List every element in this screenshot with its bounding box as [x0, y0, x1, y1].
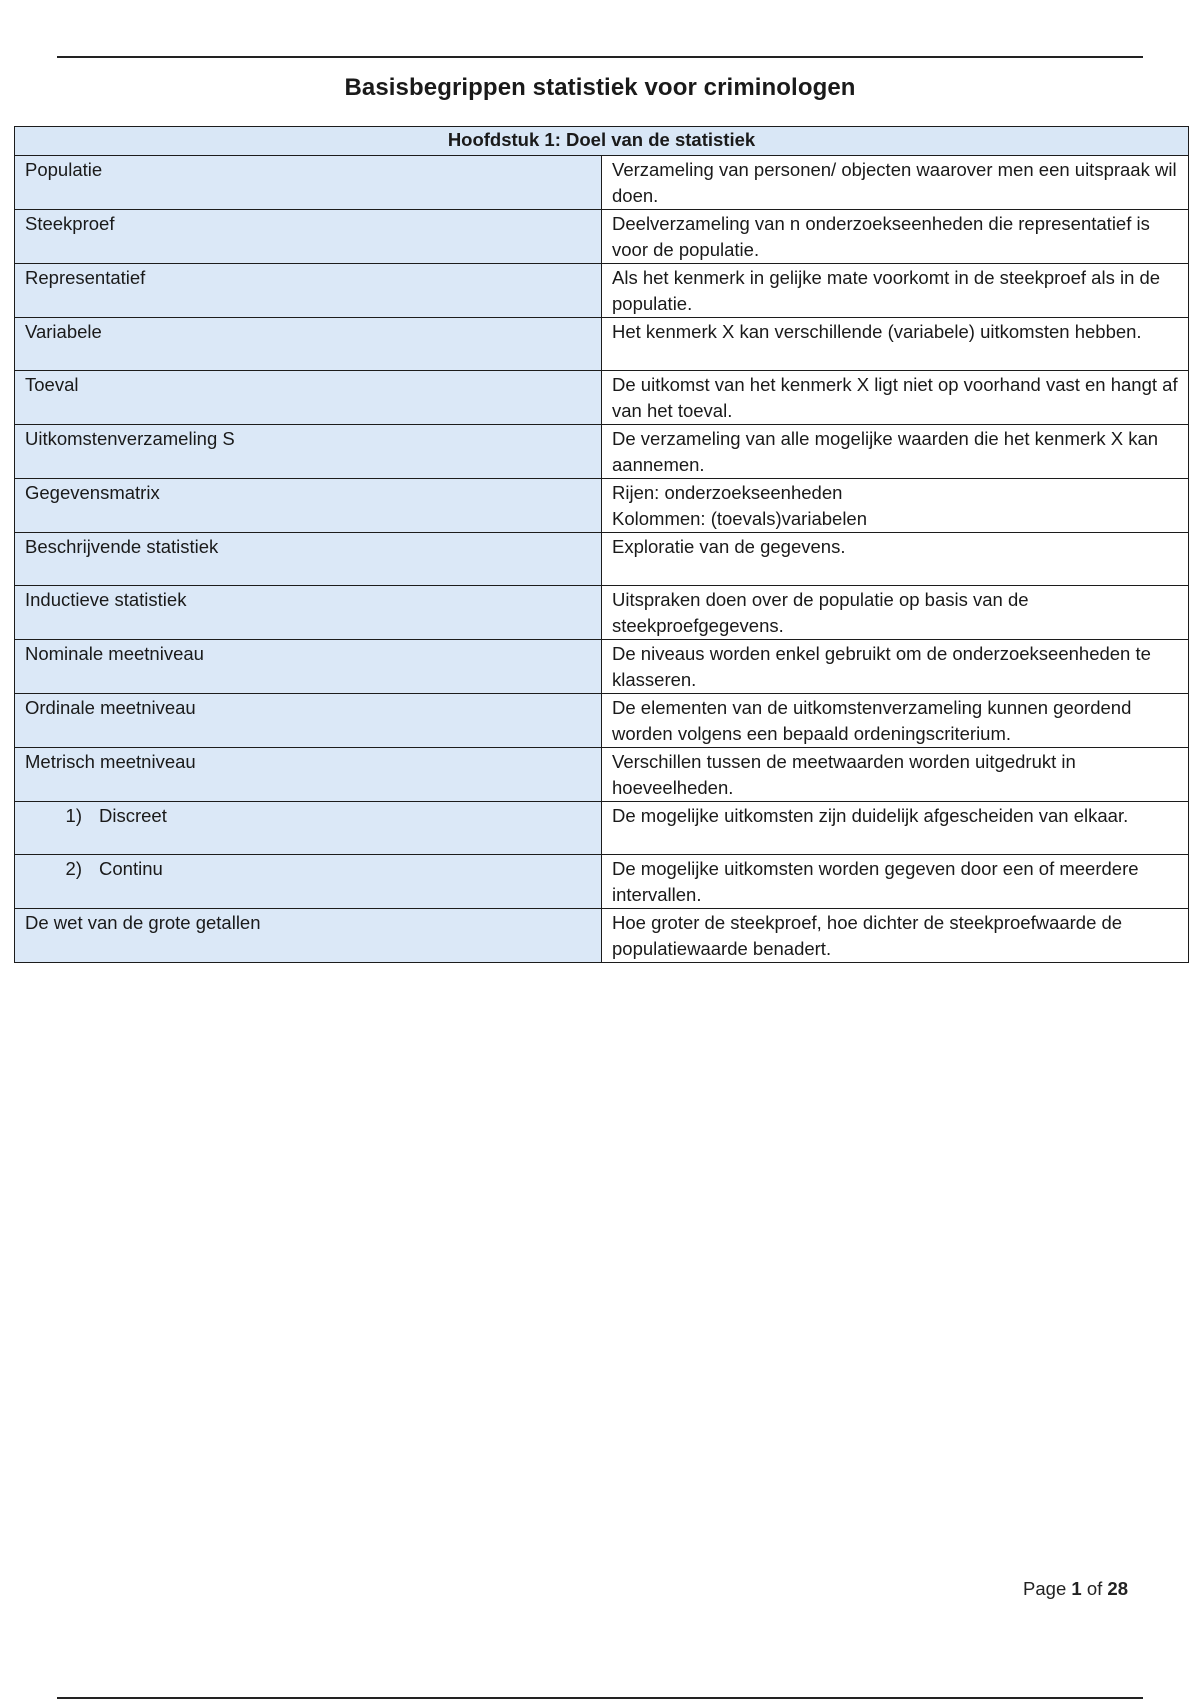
- definition-cell: De verzameling van alle mogelijke waarden die het kenmerk X kan aannemen.: [602, 425, 1189, 479]
- table-row: [15, 802, 1189, 855]
- table-row: [15, 855, 1189, 909]
- chapter-row: [15, 127, 1189, 156]
- definition-cell: De uitkomst van het kenmerk X ligt niet op voorhand vast en hangt af van het toeval.: [602, 371, 1189, 425]
- current-page: 1: [1071, 1578, 1082, 1599]
- table-row: [15, 748, 1189, 802]
- definition-cell: De elementen van de uitkomstenverzameling kunnen geordend worden volgens een bepaald ordeningscriterium.: [602, 694, 1189, 748]
- table-row: [15, 909, 1189, 963]
- page-prefix: Page: [1023, 1578, 1067, 1599]
- term-cell: Steekproef: [15, 210, 602, 264]
- table-row: [15, 694, 1189, 748]
- term-cell: Populatie: [15, 156, 602, 210]
- term-cell: [15, 802, 602, 855]
- term-cell: Toeval: [15, 371, 602, 425]
- term-cell: Gegevensmatrix: [15, 479, 602, 533]
- page-number: [1023, 1578, 1128, 1600]
- table-row: [15, 318, 1189, 371]
- document-title: Basisbegrippen statistiek voor criminologen: [344, 74, 856, 101]
- term-cell: Variabele: [15, 318, 602, 371]
- table-row: [15, 210, 1189, 264]
- term-cell: Beschrijvende statistiek: [15, 533, 602, 586]
- list-number: 1): [65, 805, 82, 826]
- top-rule: [57, 56, 1143, 58]
- table-row: [15, 371, 1189, 425]
- glossary-table: [14, 126, 1189, 963]
- table-row: [15, 479, 1189, 533]
- definition-cell: De mogelijke uitkomsten zijn duidelijk afgescheiden van elkaar.: [602, 802, 1189, 855]
- chapter-heading: Hoofdstuk 1: Doel van de statistiek: [15, 127, 1189, 156]
- definition-cell: [602, 479, 1189, 533]
- definition-cell: Deelverzameling van n onderzoekseenheden die representatief is voor de populatie.: [602, 210, 1189, 264]
- term-cell: De wet van de grote getallen: [15, 909, 602, 963]
- term-cell: Metrisch meetniveau: [15, 748, 602, 802]
- bottom-rule: [57, 1697, 1143, 1699]
- definition-cell: Uitspraken doen over de populatie op basis van de steekproefgegevens.: [602, 586, 1189, 640]
- term-cell: Representatief: [15, 264, 602, 318]
- term-cell: [15, 855, 602, 909]
- definition-cell: Exploratie van de gegevens.: [602, 533, 1189, 586]
- table-row: [15, 264, 1189, 318]
- definition-cell: Als het kenmerk in gelijke mate voorkomt in de steekproef als in de populatie.: [602, 264, 1189, 318]
- definition-line: Rijen: onderzoekseenheden: [612, 482, 843, 503]
- table-row: [15, 425, 1189, 479]
- term-cell: Uitkomstenverzameling S: [15, 425, 602, 479]
- definition-cell: Verschillen tussen de meetwaarden worden uitgedrukt in hoeveelheden.: [602, 748, 1189, 802]
- definition-cell: De mogelijke uitkomsten worden gegeven door een of meerdere intervallen.: [602, 855, 1189, 909]
- table-row: [15, 533, 1189, 586]
- definition-line: Kolommen: (toevals)variabelen: [612, 508, 868, 529]
- term-label: Continu: [99, 858, 163, 879]
- definition-cell: Hoe groter de steekproef, hoe dichter de steekproefwaarde de populatiewaarde benadert.: [602, 909, 1189, 963]
- table-row: [15, 640, 1189, 694]
- term-cell: Inductieve statistiek: [15, 586, 602, 640]
- definition-cell: Verzameling van personen/ objecten waarover men een uitspraak wil doen.: [602, 156, 1189, 210]
- list-number: 2): [65, 858, 82, 879]
- total-pages: 28: [1107, 1578, 1128, 1599]
- term-label: Discreet: [99, 805, 167, 826]
- page-of: of: [1086, 1578, 1103, 1599]
- table-row: [15, 156, 1189, 210]
- definition-cell: De niveaus worden enkel gebruikt om de onderzoekseenheden te klasseren.: [602, 640, 1189, 694]
- table-row: [15, 586, 1189, 640]
- term-cell: Ordinale meetniveau: [15, 694, 602, 748]
- definition-cell: Het kenmerk X kan verschillende (variabele) uitkomsten hebben.: [602, 318, 1189, 371]
- term-cell: Nominale meetniveau: [15, 640, 602, 694]
